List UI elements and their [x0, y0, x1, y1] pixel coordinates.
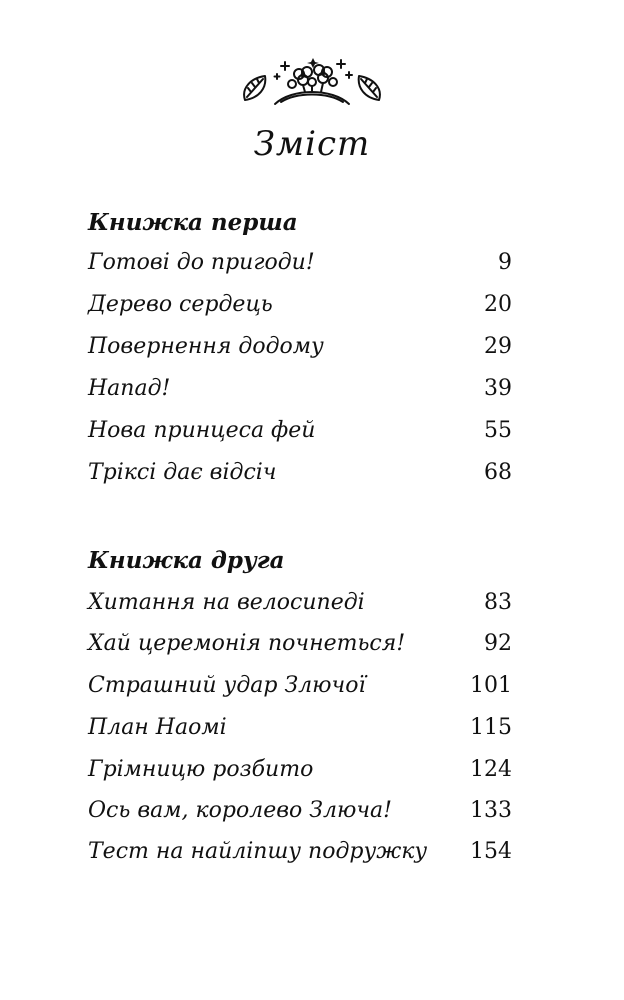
list-item — [88, 715, 512, 749]
list-item — [88, 376, 512, 410]
chapter-page: 83 — [484, 590, 512, 615]
chapter-page: 39 — [484, 376, 512, 401]
chapter-name: Грімницю розбито — [88, 757, 314, 782]
chapter-page: 92 — [484, 631, 512, 656]
chapter-page: 154 — [470, 839, 512, 864]
list-item — [88, 673, 512, 707]
chapter-name: Готові до пригоди! — [88, 250, 315, 275]
chapter-page: 20 — [484, 292, 512, 317]
page-title: Зміст — [253, 124, 371, 164]
book-one-title: Книжка перша — [88, 209, 298, 236]
chapter-name: Дерево сердець — [88, 292, 273, 317]
chapter-name: Хай церемонія почнеться! — [88, 631, 406, 656]
chapter-name: Хитання на велосипеді — [88, 590, 365, 615]
chapter-page: 115 — [470, 715, 512, 740]
chapter-page: 9 — [498, 250, 512, 275]
chapter-name: Ось вам, королево Злюча! — [88, 798, 392, 823]
book-two-title: Книжка друга — [88, 547, 285, 574]
list-item — [88, 292, 512, 326]
chapter-name: Тріксі дає відсіч — [88, 460, 277, 485]
chapter-name: Страшний удар Злючої — [88, 673, 366, 698]
chapter-page: 29 — [484, 334, 512, 359]
chapter-name: Тест на найліпшу подружку — [88, 839, 428, 864]
list-item — [88, 798, 512, 832]
chapter-name: Повернення додому — [88, 334, 324, 359]
list-item — [88, 590, 512, 624]
chapter-name: Напад! — [88, 376, 171, 401]
chapter-page: 133 — [470, 798, 512, 823]
chapter-page: 124 — [470, 757, 512, 782]
list-item — [88, 757, 512, 791]
chapter-page: 68 — [484, 460, 512, 485]
chapter-name: План Наомі — [88, 715, 227, 740]
chapter-name: Нова принцеса фей — [88, 418, 316, 443]
list-item — [88, 460, 512, 494]
list-item — [88, 334, 512, 368]
list-item — [88, 418, 512, 452]
floral-ornament-icon — [237, 52, 387, 110]
list-item — [88, 250, 512, 284]
list-item — [88, 631, 512, 665]
list-item — [88, 839, 512, 873]
chapter-page: 55 — [484, 418, 512, 443]
chapter-page: 101 — [470, 673, 512, 698]
